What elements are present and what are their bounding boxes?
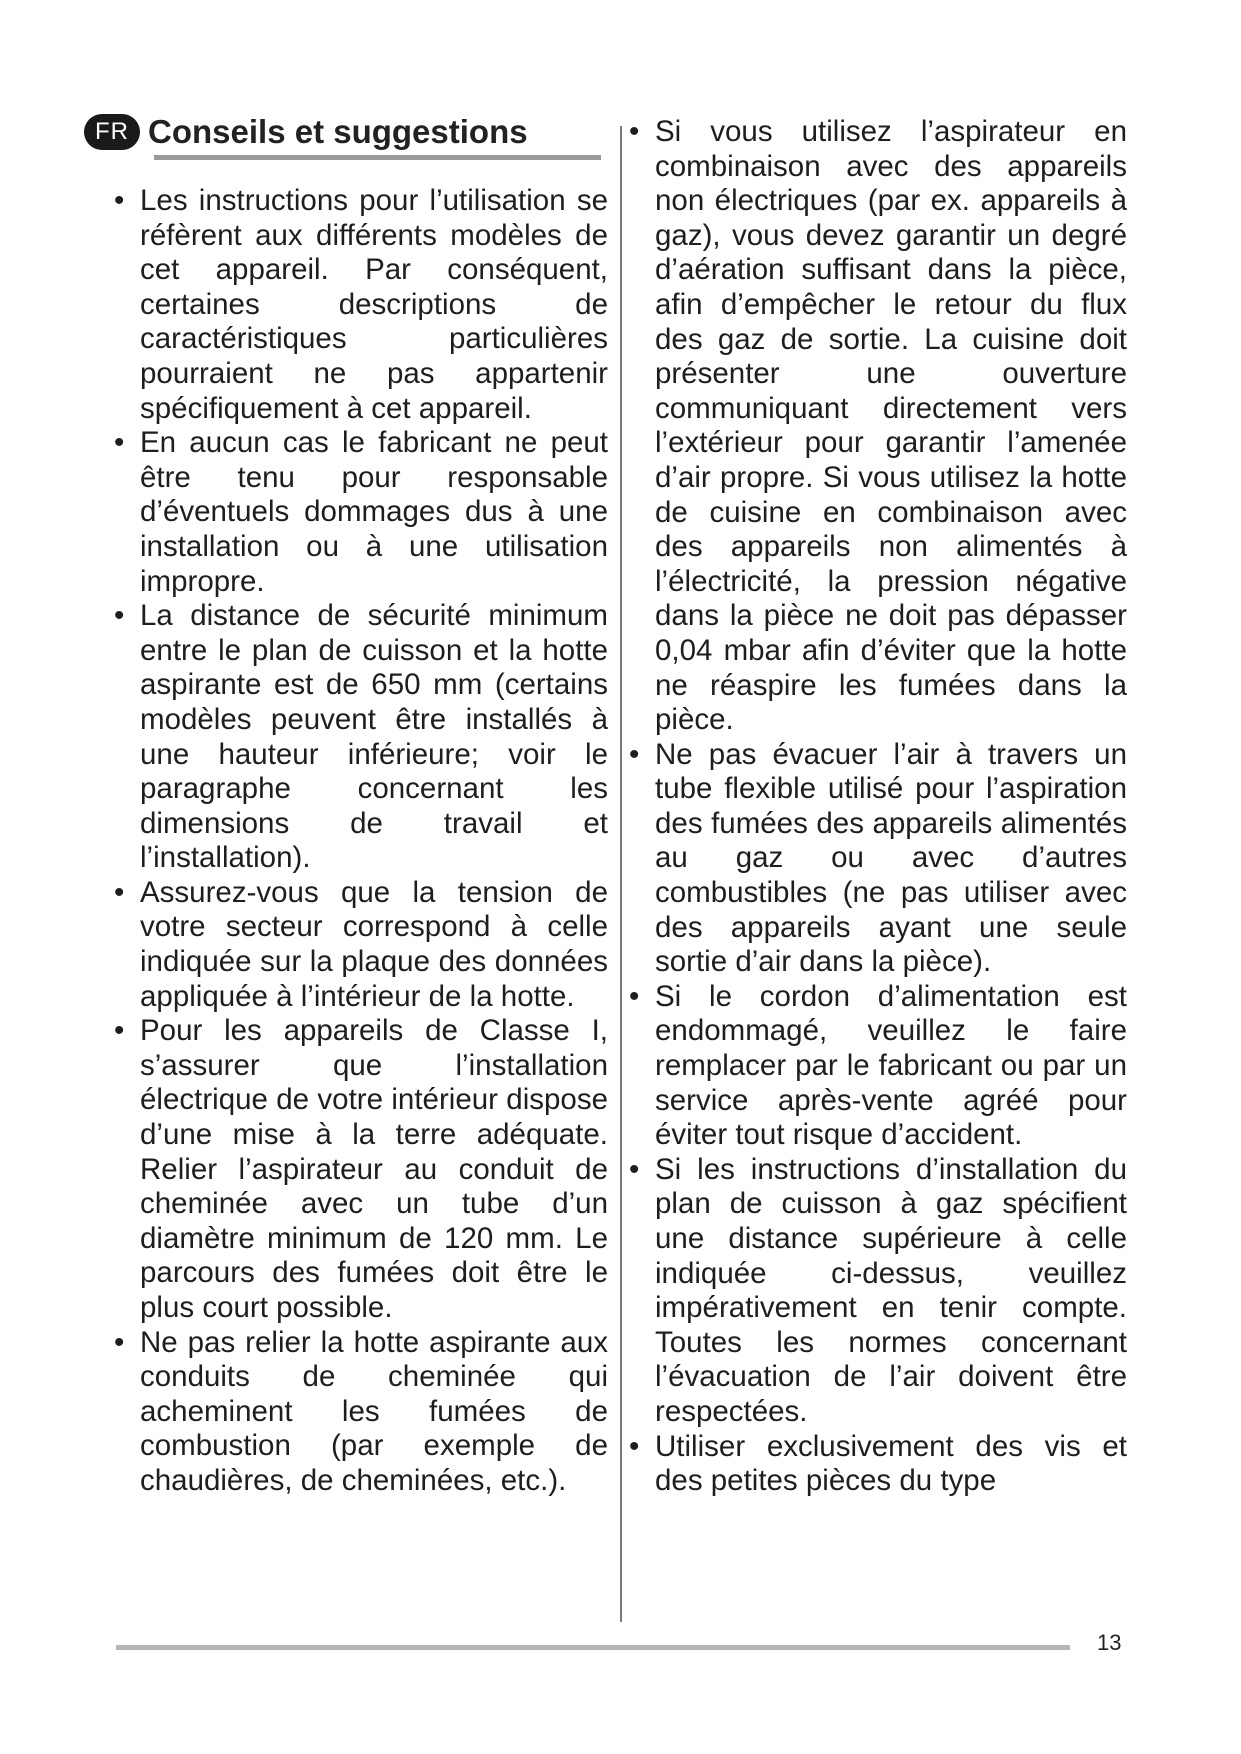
list-item: • Si les instructions d’installation du plan de cuisson à gaz spécifient une distance supérieure à celle indiquée ci-dessus, veuillez impérativement en tenir compte. Toutes les normes concernant l’évacuation de l’air doivent être respectées. — [629, 1153, 1127, 1430]
list-item: • Si vous utilisez l’aspirateur en combinaison avec des appareils non électriques (par ex. appareils à gaz), vous devez garantir un degré d’aération suffisant dans la pièce, afin d’empêcher le retour du flux des gaz de sortie. La cuisine doit présenter une ouverture communiquant directement vers l’extérieur pour garantir l’amenée d’air propre. Si vous utilisez la hotte de cuisine en combinaison avec des appareils non alimentés à l’électricité, la pression négative dans la pièce ne doit pas dépasser 0,04 mbar afin d’éviter que la hotte ne réaspire les fumées dans la pièce. — [629, 115, 1127, 738]
list-item: • Utiliser exclusivement des vis et des petites pièces du type — [629, 1430, 1127, 1499]
language-badge: FR — [84, 114, 140, 150]
page-number: 13 — [1097, 1630, 1122, 1655]
column-divider — [620, 126, 622, 1622]
list-item: • Ne pas évacuer l’air à travers un tube flexible utilisé pour l’aspiration des fumées des appareils alimentés au gaz ou avec d’autres combustibles (ne pas utiliser avec des appareils ayant une seule sortie d’air dans la pièce). — [629, 738, 1127, 980]
list-item: • Pour les appareils de Classe I, s’assurer que l’installation électrique de votre intérieur dispose d’une mise à la terre adéquate. Relier l’aspirateur au conduit de cheminée avec un tube d’un diamètre minimum de 120 mm. Le parcours des fumées doit être le plus court possible. — [114, 1014, 608, 1325]
list-item: • Ne pas relier la hotte aspirante aux conduits de cheminée qui acheminent les fumées de combustion (par exemple de chaudières, de cheminées, etc.). — [114, 1326, 608, 1499]
title-underline — [154, 155, 601, 160]
right-tips-list — [629, 115, 1127, 1499]
list-item: • Les instructions pour l’utilisation se réfèrent aux différents modèles de cet appareil. Par conséquent, certaines descriptions de caractéristiques particulières pourraient ne pas appartenir spécifiquement à cet appareil. — [114, 184, 608, 426]
section-header — [84, 113, 528, 151]
left-tips-list — [114, 184, 608, 1499]
list-item: • La distance de sécurité minimum entre le plan de cuisson et la hotte aspirante est de 650 mm (certains modèles peuvent être installés à une hauteur inférieure; voir le paragraphe concernant les dimensions de travail et l’installation). — [114, 599, 608, 876]
list-item: • Si le cordon d’alimentation est endommagé, veuillez le faire remplacer par le fabricant ou par un service après-vente agréé pour éviter tout risque d’accident. — [629, 980, 1127, 1153]
footer-rule — [116, 1645, 1070, 1650]
list-item: • Assurez-vous que la tension de votre secteur correspond à celle indiquée sur la plaque des données appliquée à l’intérieur de la hotte. — [114, 876, 608, 1014]
list-item: • En aucun cas le fabricant ne peut être tenu pour responsable d’éventuels dommages dus à une installation ou à une utilisation impropre. — [114, 426, 608, 599]
section-title: Conseils et suggestions — [148, 113, 528, 150]
